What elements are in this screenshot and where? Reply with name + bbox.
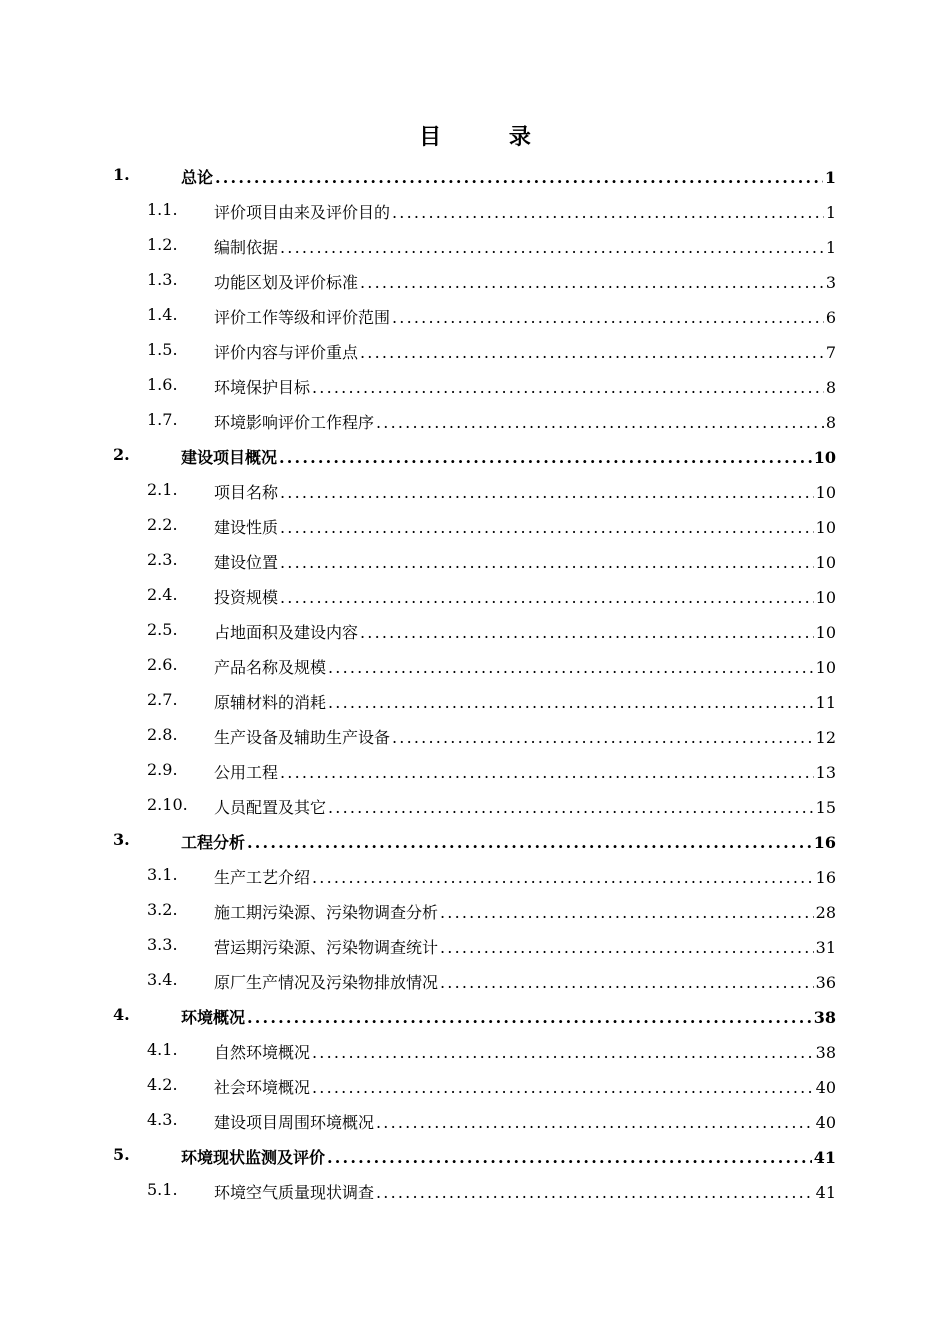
toc-entry-line <box>214 200 836 223</box>
toc-entry-line <box>214 375 836 398</box>
toc-page-number: 36 <box>815 973 836 992</box>
toc-entry-line <box>214 515 836 538</box>
toc-entry-title: 原辅材料的消耗 <box>214 693 327 712</box>
toc-page-number: 3 <box>825 273 836 292</box>
toc-entry-number: 2.6. <box>147 655 178 674</box>
toc-entry-line <box>214 270 836 293</box>
toc-dot-leader <box>360 623 814 642</box>
toc-section-entry[interactable] <box>0 963 950 998</box>
toc-entry-line <box>214 690 836 713</box>
toc-page-number: 16 <box>813 833 836 852</box>
toc-section-entry[interactable] <box>0 1068 950 1103</box>
toc-dot-leader <box>312 378 824 397</box>
toc-entry-number: 2.10. <box>147 795 188 814</box>
page-title: 目 录 <box>419 124 561 150</box>
toc-entry-number: 4.2. <box>147 1075 178 1094</box>
toc-entry-number: 2.2. <box>147 515 178 534</box>
toc-entry-line <box>214 655 836 678</box>
toc-entry-number: 2.4. <box>147 585 178 604</box>
toc-section-entry[interactable] <box>0 753 950 788</box>
toc-entry-title: 建设性质 <box>214 518 279 537</box>
toc-entry-number: 2.7. <box>147 690 178 709</box>
toc-page-number: 1 <box>824 168 836 187</box>
toc-entry-number: 2.5. <box>147 620 178 639</box>
toc-section-entry[interactable] <box>0 578 950 613</box>
toc-section-entry[interactable] <box>0 648 950 683</box>
toc-entry-line <box>181 165 836 188</box>
toc-entry-line <box>181 445 836 468</box>
toc-dot-leader <box>280 483 814 502</box>
toc-entry-line <box>214 1180 836 1203</box>
toc-section-entry[interactable] <box>0 543 950 578</box>
toc-entry-title: 环境空气质量现状调查 <box>214 1183 375 1202</box>
toc-page-number: 15 <box>815 798 836 817</box>
toc-entry-title: 产品名称及规模 <box>214 658 327 677</box>
toc-entry-title: 编制依据 <box>214 238 279 257</box>
toc-entry-title: 总论 <box>181 168 214 187</box>
toc-dot-leader <box>328 798 814 817</box>
toc-entry-number: 1.6. <box>147 375 178 394</box>
toc-page-number: 10 <box>815 518 836 537</box>
toc-dot-leader <box>360 273 824 292</box>
toc-page-number: 10 <box>815 483 836 502</box>
toc-dot-leader <box>312 868 814 887</box>
toc-entry-line <box>181 1005 836 1028</box>
toc-page-number: 10 <box>815 658 836 677</box>
toc-section-entry[interactable] <box>0 403 950 438</box>
toc-entry-line <box>214 935 836 958</box>
toc-entry-title: 环境概况 <box>181 1008 246 1027</box>
toc-entry-line <box>181 1145 836 1168</box>
toc-entry-line <box>214 410 836 433</box>
toc-chapter-entry[interactable] <box>0 823 950 858</box>
toc-entry-line <box>214 970 836 993</box>
toc-entry-line <box>214 1110 836 1133</box>
toc-entry-number: 3.4. <box>147 970 178 989</box>
toc-page-number: 31 <box>815 938 836 957</box>
toc-page-number: 38 <box>815 1043 836 1062</box>
toc-dot-leader <box>312 1043 814 1062</box>
toc-page-number: 7 <box>825 343 836 362</box>
toc-page-number: 1 <box>825 203 836 222</box>
toc-entry-title: 公用工程 <box>214 763 279 782</box>
toc-section-entry[interactable] <box>0 228 950 263</box>
toc-entry-line <box>214 305 836 328</box>
toc-entry-number: 2.1. <box>147 480 178 499</box>
toc-entry-title: 评价项目由来及评价目的 <box>214 203 391 222</box>
toc-entry-number: 4.1. <box>147 1040 178 1059</box>
toc-entry-number: 2.8. <box>147 725 178 744</box>
toc-section-entry[interactable] <box>0 263 950 298</box>
toc-entry-title: 人员配置及其它 <box>214 798 327 817</box>
toc-page-number: 10 <box>813 448 836 467</box>
toc-entry-line <box>214 1040 836 1063</box>
toc-entry-title: 生产设备及辅助生产设备 <box>214 728 391 747</box>
toc-entry-number: 3. <box>113 830 130 849</box>
toc-entry-line <box>214 795 836 818</box>
toc-section-entry[interactable] <box>0 613 950 648</box>
toc-page-number: 8 <box>825 413 836 432</box>
toc-dot-leader <box>360 343 824 362</box>
toc-entry-line <box>214 585 836 608</box>
toc-entry-line <box>214 725 836 748</box>
toc-entry-title: 施工期污染源、污染物调查分析 <box>214 903 439 922</box>
toc-entry-number: 1.3. <box>147 270 178 289</box>
toc-entry-number: 2.9. <box>147 760 178 779</box>
toc-entry-number: 5. <box>113 1145 130 1164</box>
toc-section-entry[interactable] <box>0 508 950 543</box>
toc-entry-title: 生产工艺介绍 <box>214 868 311 887</box>
toc-entry-number: 5.1. <box>147 1180 178 1199</box>
toc-dot-leader <box>327 1148 812 1167</box>
toc-dot-leader <box>280 238 824 257</box>
toc-section-entry[interactable] <box>0 1033 950 1068</box>
toc-dot-leader <box>247 833 812 852</box>
toc-chapter-entry[interactable] <box>0 158 950 193</box>
toc-entry-title: 评价工作等级和评价范围 <box>214 308 391 327</box>
toc-dot-leader <box>280 763 814 782</box>
toc-chapter-entry[interactable] <box>0 998 950 1033</box>
toc-entry-number: 4.3. <box>147 1110 178 1129</box>
toc-entry-title: 工程分析 <box>181 833 246 852</box>
toc-page-number: 1 <box>825 238 836 257</box>
toc-page-number: 10 <box>815 623 836 642</box>
toc-dot-leader <box>247 1008 812 1027</box>
toc-page-number: 40 <box>815 1078 836 1097</box>
toc-dot-leader <box>215 168 823 187</box>
toc-entry-number: 2.3. <box>147 550 178 569</box>
toc-entry-title: 占地面积及建设内容 <box>214 623 359 642</box>
toc-page-number: 40 <box>815 1113 836 1132</box>
toc-page-number: 38 <box>813 1008 836 1027</box>
toc-dot-leader <box>328 693 814 712</box>
toc-entry-line <box>181 830 836 853</box>
toc-dot-leader <box>376 1183 814 1202</box>
toc-dot-leader <box>392 728 814 747</box>
toc-section-entry[interactable] <box>0 368 950 403</box>
toc-entry-line <box>214 760 836 783</box>
toc-dot-leader <box>328 658 814 677</box>
toc-entry-line <box>214 620 836 643</box>
toc-entry-title: 建设项目周围环境概况 <box>214 1113 375 1132</box>
toc-entry-number: 3.2. <box>147 900 178 919</box>
toc-entry-line <box>214 550 836 573</box>
toc-section-entry[interactable] <box>0 1173 950 1208</box>
toc-section-entry[interactable] <box>0 1103 950 1138</box>
toc-entry-title: 原厂生产情况及污染物排放情况 <box>214 973 439 992</box>
toc-entry-line <box>214 480 836 503</box>
toc-section-entry[interactable] <box>0 928 950 963</box>
toc-section-entry[interactable] <box>0 473 950 508</box>
toc-section-entry[interactable] <box>0 893 950 928</box>
toc-entry-number: 1. <box>113 165 130 184</box>
toc-section-entry[interactable] <box>0 858 950 893</box>
toc-section-entry[interactable] <box>0 193 950 228</box>
toc-dot-leader <box>279 448 812 467</box>
toc-entry-title: 建设位置 <box>214 553 279 572</box>
toc-entry-number: 4. <box>113 1005 130 1024</box>
toc-dot-leader <box>392 203 824 222</box>
toc-page-number: 28 <box>815 903 836 922</box>
toc-page-number: 12 <box>815 728 836 747</box>
toc-entry-title: 自然环境概况 <box>214 1043 311 1062</box>
toc-dot-leader <box>280 588 814 607</box>
toc-entry-title: 建设项目概况 <box>181 448 278 467</box>
toc-entry-line <box>214 865 836 888</box>
toc-entry-line <box>214 1075 836 1098</box>
toc-page-number: 16 <box>815 868 836 887</box>
toc-dot-leader <box>376 413 824 432</box>
toc-entry-title: 环境现状监测及评价 <box>181 1148 326 1167</box>
toc-entry-number: 1.2. <box>147 235 178 254</box>
toc-entry-title: 项目名称 <box>214 483 279 502</box>
toc-page-number: 10 <box>815 588 836 607</box>
toc-dot-leader <box>440 903 814 922</box>
toc-entry-number: 1.7. <box>147 410 178 429</box>
toc-dot-leader <box>440 973 814 992</box>
toc-section-entry[interactable] <box>0 718 950 753</box>
toc-entry-title: 评价内容与评价重点 <box>214 343 359 362</box>
toc-entry-number: 3.3. <box>147 935 178 954</box>
toc-dot-leader <box>440 938 814 957</box>
toc-section-entry[interactable] <box>0 298 950 333</box>
toc-chapter-entry[interactable] <box>0 438 950 473</box>
toc-entry-title: 功能区划及评价标准 <box>214 273 359 292</box>
toc-page-number: 11 <box>815 693 836 712</box>
toc-entry-number: 2. <box>113 445 130 464</box>
toc-entry-line <box>214 340 836 363</box>
toc-dot-leader <box>312 1078 814 1097</box>
toc-dot-leader <box>280 518 814 537</box>
toc-dot-leader <box>280 553 814 572</box>
toc-entry-line <box>214 235 836 258</box>
toc-dot-leader <box>376 1113 814 1132</box>
toc-entry-number: 1.4. <box>147 305 178 324</box>
toc-dot-leader <box>392 308 824 327</box>
toc-entry-title: 营运期污染源、污染物调查统计 <box>214 938 439 957</box>
toc-page-number: 6 <box>825 308 836 327</box>
toc-entry-title: 投资规模 <box>214 588 279 607</box>
toc-entry-title: 环境影响评价工作程序 <box>214 413 375 432</box>
toc-section-entry[interactable] <box>0 333 950 368</box>
toc-page-number: 8 <box>825 378 836 397</box>
toc-entry-number: 1.1. <box>147 200 178 219</box>
toc-page-number: 10 <box>815 553 836 572</box>
toc-entry-number: 3.1. <box>147 865 178 884</box>
toc-section-entry[interactable] <box>0 788 950 823</box>
toc-entry-line <box>214 900 836 923</box>
toc-entry-title: 社会环境概况 <box>214 1078 311 1097</box>
toc-entry-title: 环境保护目标 <box>214 378 311 397</box>
toc-chapter-entry[interactable] <box>0 1138 950 1173</box>
toc-page-number: 13 <box>815 763 836 782</box>
toc-section-entry[interactable] <box>0 683 950 718</box>
toc-entry-number: 1.5. <box>147 340 178 359</box>
toc-page-number: 41 <box>815 1183 836 1202</box>
toc-page-number: 41 <box>813 1148 836 1167</box>
